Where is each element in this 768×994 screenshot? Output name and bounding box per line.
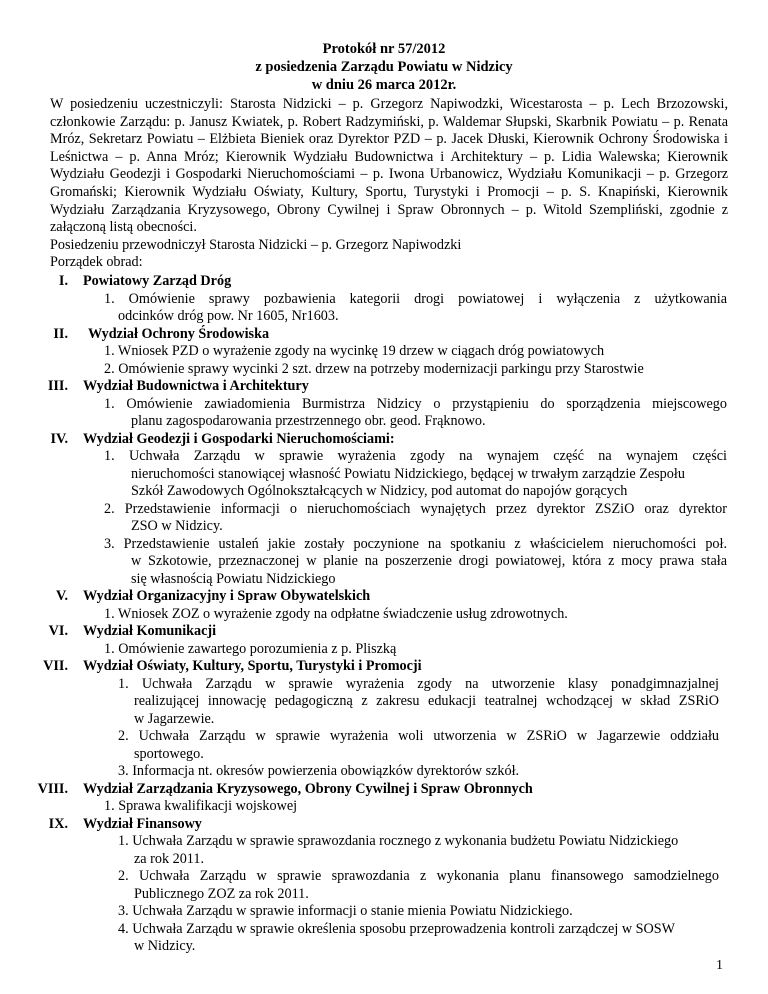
agenda-item: 1. Omówienie sprawy pozbawienia kategorii drogi powiatowej i wyłączenia z użytkowania <box>104 291 727 307</box>
agenda-item: 1. Omówienie zawiadomienia Burmistrza Nidzicy o przystąpieniu do sporządzenia miejscowego <box>104 396 727 412</box>
agenda-item: 2. Uchwała Zarządu w sprawie sprawozdania z wykonania planu finansowego samodzielnego <box>118 868 719 884</box>
agenda-item: 1. Wniosek ZOZ o wyrażenie zgody na odpłatne świadczenie usług zdrowotnych. <box>104 606 568 622</box>
agenda-item-cont: sportowego. <box>134 746 204 762</box>
agenda-item-cont: w Nidzicy. <box>134 938 196 954</box>
section-number: VI. <box>48 623 68 639</box>
agenda-item-cont: Publicznego ZOZ za rok 2011. <box>134 886 309 902</box>
section-title: Wydział Finansowy <box>83 816 202 832</box>
document-title: Protokół nr 57/2012 <box>322 41 446 57</box>
section-title: Wydział Zarządzania Kryzysowego, Obrony Cywilnej i Spraw Obronnych <box>83 781 533 797</box>
agenda-item-cont: Szkół Zawodowych Ogólnokształcących w Nidzicy, pod automat do napojów gorących <box>131 483 628 499</box>
agenda-item: 1. Omówienie zawartego porozumienia z p. Pliszką <box>104 641 397 657</box>
agenda-item: 1. Sprawa kwalifikacji wojskowej <box>104 798 298 814</box>
section-title: Wydział Organizacyjny i Spraw Obywatelskich <box>83 588 371 604</box>
section-title: Wydział Budownictwa i Architektury <box>83 378 309 394</box>
agenda-item-cont: planu zagospodarowania przestrzennego obr. geod. Frąknowo. <box>131 413 486 429</box>
section-number: IV. <box>50 431 68 447</box>
participants-paragraph: W posiedzeniu uczestniczyli: Starosta Nidzicki – p. Grzegorz Napiwodzki, Wicestarosta – p. Lech Brzozowski, członkowie Zarządu: p. Janusz Kwiatek, p. Robert Radzymiński, p. Waldemar Słupski, Skarbnik Powiatu – p. Renata Mróz, Sekretarz Powiatu – Elżbieta Bieniek oraz Dyrektor PZD – p. Jacek Dłuski, Kierownik Ochrony Środowiska i Leśnictwa – p. Anna Mróz; Kierownik Wydziału Budownictwa i Architektury – p. Lidia Walewska; Kierownik Wydziału Geodezji i Gospodarki Nieruchomościami – p. Iwona Urbanowicz, Wydziału Komunikacji – p. Grzegorz Gromański; Kierownik Wydziału Oświaty, Kultury, Sportu, Turystyki i Promocji – p. S. Knapiński, Kierownik Wydziału Zarządzania Kryzysowego, Obrony Cywilnej i Spraw Obronnych – p. Witold Szempliński, zgodnie z załączoną listą obecności. <box>50 96 728 236</box>
section-number: I. <box>58 273 68 289</box>
section-number: II. <box>53 326 68 342</box>
agenda-item: 3. Informacja nt. okresów powierzenia obowiązków dyrektorów szkół. <box>118 763 520 779</box>
agenda-item: 1. Uchwała Zarządu w sprawie wyrażenia zgody na utworzenie klasy ponadgimnazjalnej <box>118 676 719 692</box>
agenda-item-cont: ZSO w Nidzicy. <box>131 518 223 534</box>
agenda-item-cont: realizującej innowację pedagogiczną z zakresu edukacji teatralnej wchodzącej w skład ZSRiO <box>134 693 719 709</box>
section-number: III. <box>47 378 68 394</box>
section-title: Powiatowy Zarząd Dróg <box>83 273 232 289</box>
section-number: IX. <box>48 816 68 832</box>
section-number: VIII. <box>37 781 68 797</box>
chair-line: Posiedzeniu przewodniczył Starosta Nidzicki – p. Grzegorz Napiwodzki <box>50 236 462 253</box>
agenda-item-cont: w Szkotowie, przeznaczonej w planie na poszerzenie drogi powiatowej, która z mocy prawa stała <box>131 553 727 569</box>
agenda-label: Porządek obrad: <box>50 254 143 271</box>
agenda-item-cont: odcinków dróg pow. Nr 1605, Nr1603. <box>118 308 339 324</box>
document-date: w dniu 26 marca 2012r. <box>311 77 457 93</box>
page-number: 1 <box>716 958 723 973</box>
agenda-item-cont: w Jagarzewie. <box>134 711 215 727</box>
section-number: V. <box>56 588 68 604</box>
agenda-item: 1. Uchwała Zarządu w sprawie sprawozdania rocznego z wykonania budżetu Powiatu Nidzickiego <box>118 833 679 849</box>
intro-block <box>50 96 728 272</box>
section-title: Wydział Ochrony Środowiska <box>88 326 270 342</box>
agenda-item-cont: się własnością Powiatu Nidzickiego <box>131 571 336 587</box>
section-title: Wydział Geodezji i Gospodarki Nieruchomościami: <box>83 431 395 447</box>
agenda-item: 2. Przedstawienie informacji o nieruchomościach wynajętych przez dyrektor ZSZiO oraz dyrektor <box>104 501 727 517</box>
agenda-item-cont: nieruchomości stanowiącej własność Powiatu Nidzickiego, będącej w trwałym zarządzie Zespołu <box>131 466 685 482</box>
section-title: Wydział Oświaty, Kultury, Sportu, Turystyki i Promocji <box>83 658 422 674</box>
agenda-item: 1. Uchwała Zarządu w sprawie wyrażenia zgody na wynajem część na wynajem części <box>104 448 727 464</box>
agenda-item: 2. Uchwała Zarządu w sprawie wyrażenia woli utworzenia w ZSRiO w Jagarzewie oddziału <box>118 728 719 744</box>
document-subtitle: z posiedzenia Zarządu Powiatu w Nidzicy <box>255 59 513 75</box>
agenda-item: 3. Uchwała Zarządu w sprawie informacji o stanie mienia Powiatu Nidzickiego. <box>118 903 573 919</box>
agenda-item-cont: za rok 2011. <box>134 851 204 867</box>
section-number: VII. <box>43 658 68 674</box>
agenda-item: 2. Omówienie sprawy wycinki 2 szt. drzew na potrzeby modernizacji parkingu przy Starostwie <box>104 361 644 377</box>
agenda-item: 3. Przedstawienie ustaleń jakie zostały poczynione na spotkaniu z właścicielem nieruchomości poł. <box>104 536 727 552</box>
agenda-item: 4. Uchwała Zarządu w sprawie określenia sposobu przeprowadzenia kontroli zarządczej w SOSW <box>118 921 676 937</box>
agenda-item: 1. Wniosek PZD o wyrażenie zgody na wycinkę 19 drzew w ciągach dróg powiatowych <box>104 343 605 359</box>
section-title: Wydział Komunikacji <box>83 623 217 639</box>
